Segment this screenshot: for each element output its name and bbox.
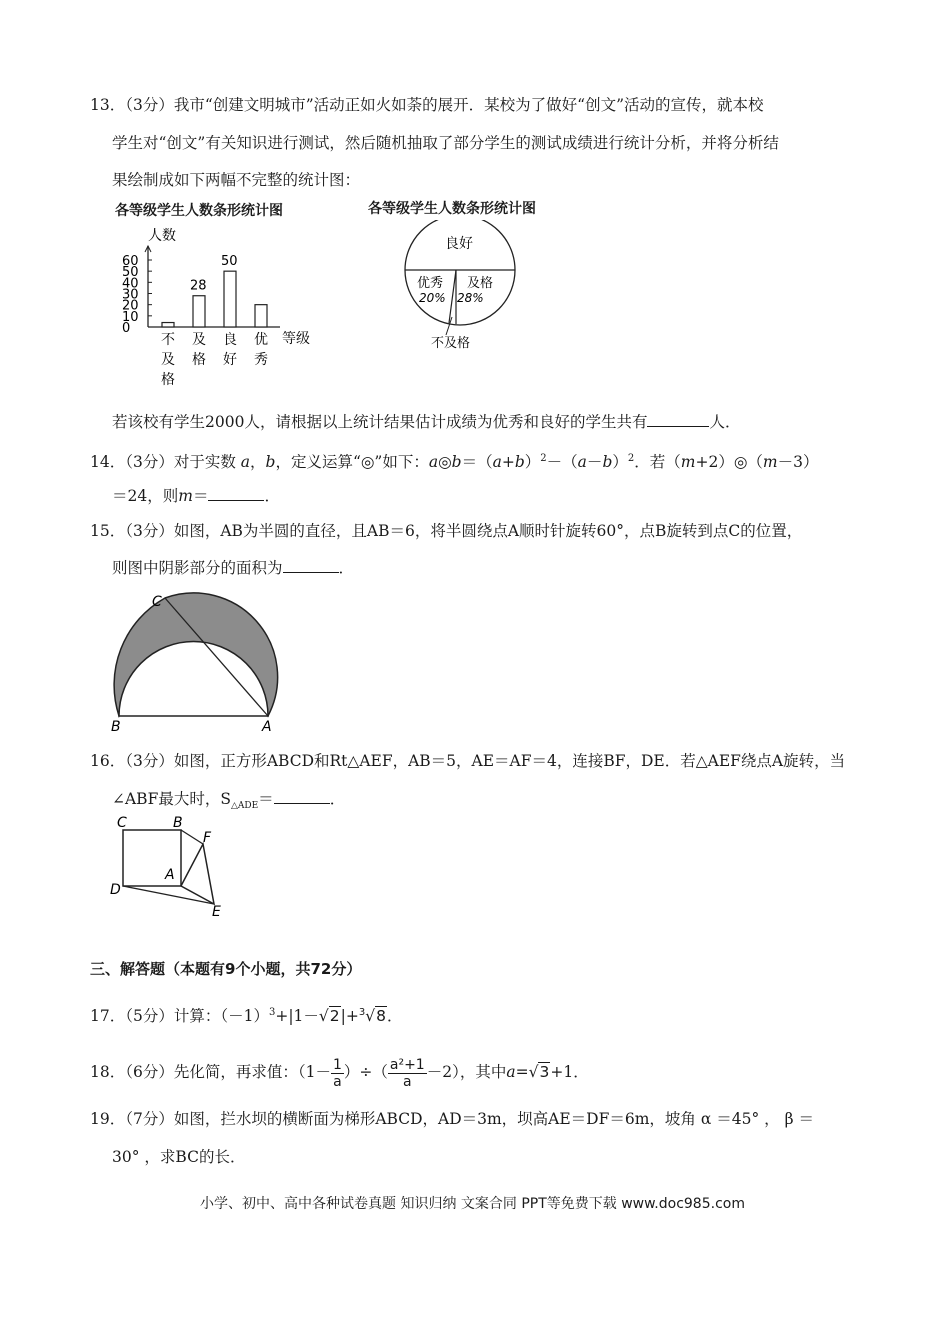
q14-line1: 14．（3分）对于实数 a，b，定义运算“◎”如下：$a◎b=(a+b)^2-(a-b)^2$．若（m+2）◎（m－3） [90,453,819,472]
bar-chart-xlabel: 等级 [282,331,310,347]
q15-label-c: C [152,594,162,610]
pie-label-pass: 及格 [467,276,494,291]
q16-label-f: F [203,830,212,846]
bar-category-label: 及 [192,332,206,348]
q16-label-a: A [165,867,175,883]
q13-answer-blank[interactable] [647,412,709,427]
q13-question: 若该校有学生2000人，请根据以上统计结果估计成绩为优秀和良好的学生共有 人． [112,413,741,431]
bar-category-label: 不 [161,332,175,348]
bar-y-tick-label: 10 [122,309,139,325]
pie-chart-title: 各等级学生人数条形统计图 [368,201,536,217]
q19-line2: 30° ，求BC的长． [112,1148,246,1166]
q16-answer-blank[interactable] [274,789,330,804]
q15-answer-blank[interactable] [283,558,339,573]
bar-data-label: 50 [221,254,238,270]
bar-category-label: 格 [161,372,175,388]
bar-chart-title: 各等级学生人数条形统计图 [115,203,283,219]
bar-chart-ylabel: 人数 [148,228,176,244]
bar-y-tick-label: 20 [122,298,139,314]
q13-line1: 13．（3分）我市“创建文明城市”活动正如火如荼的展开．某校为了做好“创文”活动的宣传，就本校 [90,96,764,114]
bar-4 [255,305,267,327]
q15-label-a: A [262,719,272,735]
q16-label-b: B [173,815,183,831]
pie-percent-pass: 28% [457,291,484,305]
bar-category-label: 及 [161,352,175,368]
q15-line2: 则图中阴影部分的面积为 ． [112,559,355,577]
q16-label-e: E [212,904,221,920]
q13-line3: 果绘制成如下两幅不完整的统计图： [112,171,361,189]
bar-3 [224,271,236,327]
pie-label-fail: 不及格 [431,336,471,351]
q18: 18．（6分）先化简，再求值：（1－ $\frac{1}{a}$ ）÷（ $\frac{\text{a²+1}}{a}$ －2），其中a=√3+1． [90,1056,589,1090]
q16-label-d: D [110,882,121,898]
bar-y-tick-label: 50 [122,265,139,281]
pie-label-excellent: 优秀 [417,276,444,291]
bar-1 [162,323,174,327]
q16-figure [105,812,235,922]
q19-line1: 19．（7分）如图，拦水坝的横断面为梯形ABCD，AD＝3m，坝高AE＝DF＝6m，坡角 α ＝45° ， β ＝ [90,1110,814,1128]
pie-chart [395,220,535,355]
q17: 17．（5分）计算：$(-1)^3+|1-√2|+^3√8$． [90,1007,403,1026]
bar-category-label: 秀 [254,352,268,368]
q15-line1: 15．（3分）如图，AB为半圆的直径，且AB＝6，将半圆绕点A顺时针旋转60°，点B旋转到点C的位置， [90,522,803,540]
bar-category-label: 好 [223,352,237,368]
pie-label-good: 良好 [445,236,473,252]
q15-label-b: B [111,719,121,735]
q13-line2: 学生对“创文”有关知识进行测试，然后随机抽取了部分学生的测试成绩进行统计分析，并将分析结 [112,134,779,152]
q16-line2: ∠ABF最大时，$S_{\triangle ADE}=$ ． [112,790,346,812]
bar-y-tick-label: 60 [122,254,139,269]
q14-line2: ＝24，则m＝ ． [112,487,280,505]
bar-data-label: 28 [190,278,207,294]
bar-category-label: 良 [223,332,237,348]
footer-text: 小学、初中、高中各种试卷真题 知识归纳 文案合同 PPT等免费下载 www.doc985.com [200,1196,745,1212]
bar-2 [193,296,205,327]
bar-chart [110,220,340,395]
pie-percent-excellent: 20% [419,291,446,305]
bar-y-tick-label: 0 [122,321,131,336]
bar-category-label: 优 [254,332,268,348]
q16-label-c: C [117,815,127,831]
bar-category-label: 格 [192,352,206,368]
bar-y-tick-label: 30 [122,287,139,303]
section-3-heading: 三、解答题（本题有9个小题，共72分） [90,960,362,978]
q14-answer-blank[interactable] [208,486,264,501]
q16-line1: 16．（3分）如图，正方形ABCD和Rt△AEF，AB＝5，AE＝AF＝4，连接BF，DE．若△AEF绕点A旋转，当 [90,752,846,770]
q15-figure [105,588,305,738]
q16-triangle-aef [181,844,214,904]
bar-y-tick-label: 40 [122,276,139,292]
q16-segment-de [123,886,214,904]
q16-segment-bf [181,830,203,844]
